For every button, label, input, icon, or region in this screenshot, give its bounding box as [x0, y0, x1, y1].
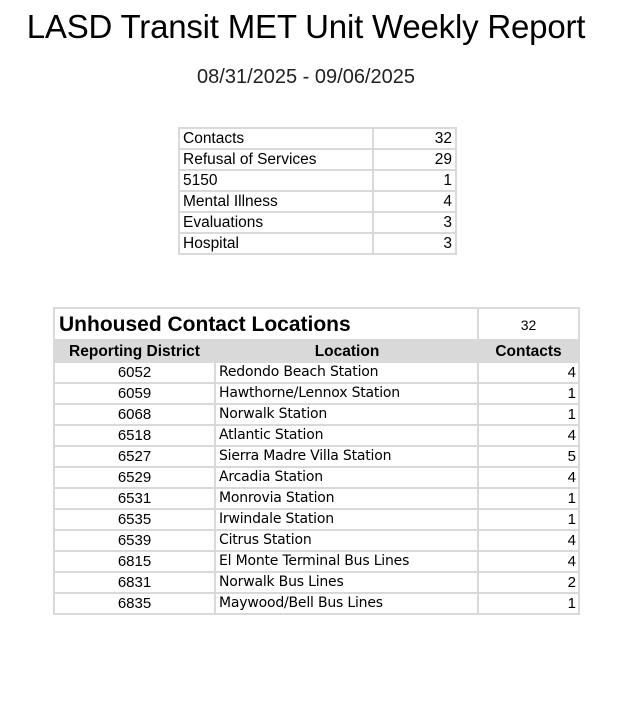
summary-value: 3	[373, 233, 456, 254]
summary-label: Refusal of Services	[179, 149, 373, 170]
district-cell: 6815	[54, 551, 215, 572]
location-cell: El Monte Terminal Bus Lines	[215, 551, 478, 572]
contacts-cell: 1	[478, 383, 579, 404]
contact-locations-table	[53, 307, 580, 615]
contacts-cell: 1	[478, 509, 579, 530]
summary-row	[179, 149, 456, 170]
location-cell: Monrovia Station	[215, 488, 478, 509]
summary-table	[178, 127, 457, 255]
contacts-cell: 4	[478, 425, 579, 446]
district-cell: 6539	[54, 530, 215, 551]
district-cell: 6835	[54, 593, 215, 614]
summary-value: 4	[373, 191, 456, 212]
location-cell: Sierra Madre Villa Station	[215, 446, 478, 467]
district-cell: 6068	[54, 404, 215, 425]
summary-label: Contacts	[179, 128, 373, 149]
contacts-cell: 1	[478, 593, 579, 614]
district-cell: 6531	[54, 488, 215, 509]
summary-value: 3	[373, 212, 456, 233]
summary-row	[179, 191, 456, 212]
summary-value: 1	[373, 170, 456, 191]
contacts-cell: 4	[478, 530, 579, 551]
report-title: LASD Transit MET Unit Weekly Report	[26, 8, 586, 45]
summary-row	[179, 212, 456, 233]
summary-row	[179, 233, 456, 254]
table-row	[54, 551, 579, 572]
location-cell: Hawthorne/Lennox Station	[215, 383, 478, 404]
contacts-cell: 4	[478, 551, 579, 572]
contacts-cell: 1	[478, 404, 579, 425]
location-cell: Norwalk Bus Lines	[215, 572, 478, 593]
summary-label: Evaluations	[179, 212, 373, 233]
table-row	[54, 509, 579, 530]
table-row	[54, 383, 579, 404]
district-cell: 6052	[54, 362, 215, 383]
district-cell: 6527	[54, 446, 215, 467]
header-contacts: Contacts	[478, 340, 579, 362]
table-row	[54, 446, 579, 467]
district-cell: 6831	[54, 572, 215, 593]
table-row	[54, 593, 579, 614]
contacts-cell: 1	[478, 488, 579, 509]
summary-value: 29	[373, 149, 456, 170]
header-reporting-district: Reporting District	[54, 340, 215, 362]
report-date-range: 08/31/2025 - 09/06/2025	[197, 66, 415, 88]
location-cell: Maywood/Bell Bus Lines	[215, 593, 478, 614]
contacts-cell: 2	[478, 572, 579, 593]
locations-total: 32	[478, 308, 579, 340]
summary-label: Mental Illness	[179, 191, 373, 212]
summary-value: 32	[373, 128, 456, 149]
locations-title: Unhoused Contact Locations	[54, 308, 478, 340]
district-cell: 6529	[54, 467, 215, 488]
table-header-row	[54, 340, 579, 362]
contacts-cell: 4	[478, 467, 579, 488]
location-cell: Irwindale Station	[215, 509, 478, 530]
summary-label: Hospital	[179, 233, 373, 254]
header-location: Location	[215, 340, 478, 362]
contacts-cell: 5	[478, 446, 579, 467]
summary-label: 5150	[179, 170, 373, 191]
district-cell: 6518	[54, 425, 215, 446]
district-cell: 6535	[54, 509, 215, 530]
table-row	[54, 404, 579, 425]
location-cell: Norwalk Station	[215, 404, 478, 425]
table-row	[54, 488, 579, 509]
table-row	[54, 467, 579, 488]
table-row	[54, 572, 579, 593]
location-cell: Arcadia Station	[215, 467, 478, 488]
location-cell: Redondo Beach Station	[215, 362, 478, 383]
summary-row	[179, 128, 456, 149]
contacts-cell: 4	[478, 362, 579, 383]
summary-row	[179, 170, 456, 191]
location-cell: Citrus Station	[215, 530, 478, 551]
table-title-row	[54, 308, 579, 340]
table-row	[54, 530, 579, 551]
location-cell: Atlantic Station	[215, 425, 478, 446]
district-cell: 6059	[54, 383, 215, 404]
table-row	[54, 425, 579, 446]
table-row	[54, 362, 579, 383]
